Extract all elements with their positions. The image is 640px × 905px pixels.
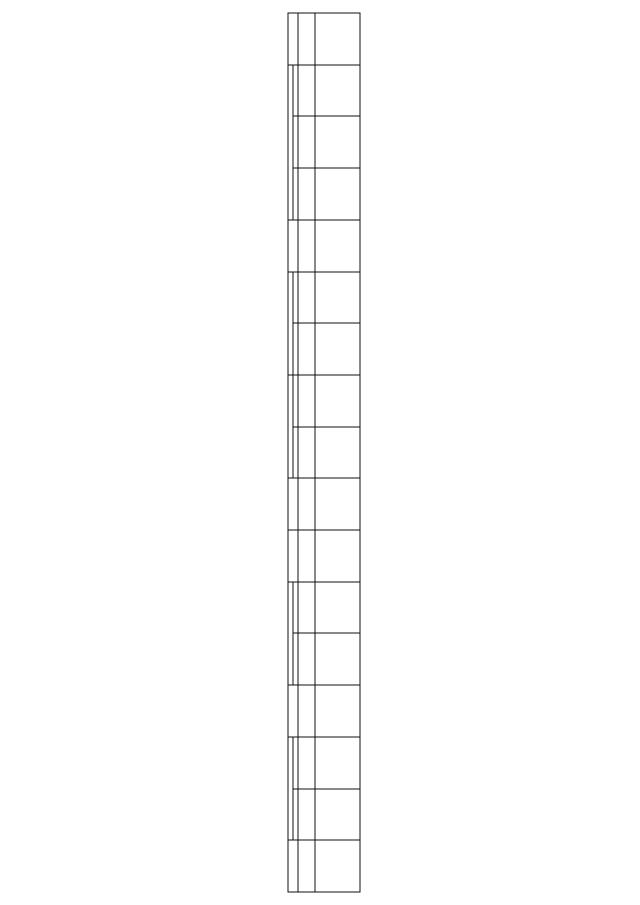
data-cell bbox=[315, 840, 360, 892]
column-number bbox=[298, 685, 315, 737]
column-number bbox=[298, 13, 315, 65]
col-header-1 bbox=[288, 840, 298, 892]
column-number bbox=[298, 427, 315, 479]
column-number bbox=[298, 582, 315, 634]
col-header-17 bbox=[288, 13, 298, 65]
data-cell bbox=[315, 530, 360, 582]
data-cell bbox=[315, 582, 360, 634]
data-cell bbox=[315, 685, 360, 737]
data-cell bbox=[315, 65, 360, 117]
column-number-row bbox=[298, 13, 315, 892]
data-cell bbox=[315, 375, 360, 427]
report-table bbox=[288, 13, 361, 893]
col-header-4 bbox=[288, 685, 298, 737]
col-header-7 bbox=[288, 530, 298, 582]
col-header-8 bbox=[288, 478, 298, 530]
column-number bbox=[298, 116, 315, 168]
column-number bbox=[298, 220, 315, 272]
data-cell bbox=[315, 13, 360, 65]
column-number bbox=[298, 789, 315, 841]
column-number bbox=[298, 375, 315, 427]
column-number bbox=[298, 272, 315, 324]
data-cell bbox=[315, 633, 360, 685]
title-block bbox=[138, 13, 144, 893]
column-number bbox=[298, 840, 315, 892]
data-cell bbox=[315, 789, 360, 841]
column-number bbox=[298, 530, 315, 582]
data-cell bbox=[315, 272, 360, 324]
rotated-form-content bbox=[8, 13, 633, 893]
column-number bbox=[298, 168, 315, 220]
column-number bbox=[298, 65, 315, 117]
column-number bbox=[298, 737, 315, 789]
data-cell bbox=[315, 323, 360, 375]
data-cell bbox=[315, 478, 360, 530]
col-header-13 bbox=[288, 220, 298, 272]
data-cell bbox=[315, 427, 360, 479]
column-number bbox=[298, 323, 315, 375]
column-number bbox=[298, 478, 315, 530]
data-cell bbox=[315, 737, 360, 789]
data-cell bbox=[315, 168, 360, 220]
data-cell bbox=[315, 220, 360, 272]
data-cell bbox=[315, 116, 360, 168]
empty-data-row bbox=[315, 13, 360, 892]
column-number bbox=[298, 633, 315, 685]
